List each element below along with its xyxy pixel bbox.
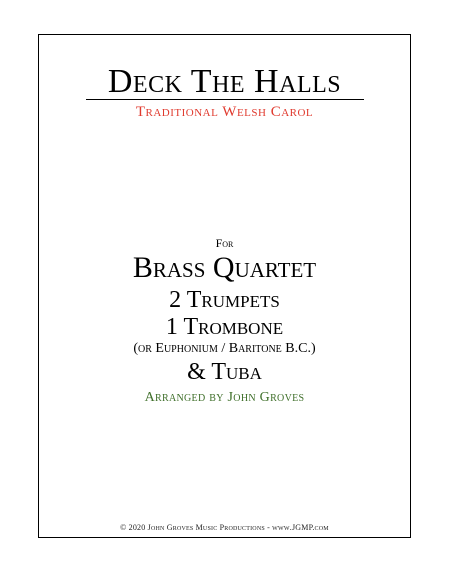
arranger-credit: Arranged by John Groves: [144, 390, 305, 405]
copyright-notice: © 2020 John Groves Music Productions - www.JGMP.com: [120, 523, 329, 532]
cover-subtitle: Traditional Welsh Carol: [135, 104, 314, 120]
ensemble-name: Brass Quartet: [132, 251, 317, 284]
instrument-tuba: & Tuba: [187, 359, 262, 385]
title-underline: [86, 99, 364, 100]
cover-frame: [38, 34, 411, 538]
instrument-trombone: 1 Trombone: [165, 314, 284, 340]
cover-title: Deck The Halls: [107, 63, 342, 100]
for-label: For: [215, 236, 234, 250]
instrument-trombone-alternative: (or Euphonium / Baritone B.C.): [133, 341, 316, 356]
instrument-trumpets: 2 Trumpets: [169, 287, 280, 313]
